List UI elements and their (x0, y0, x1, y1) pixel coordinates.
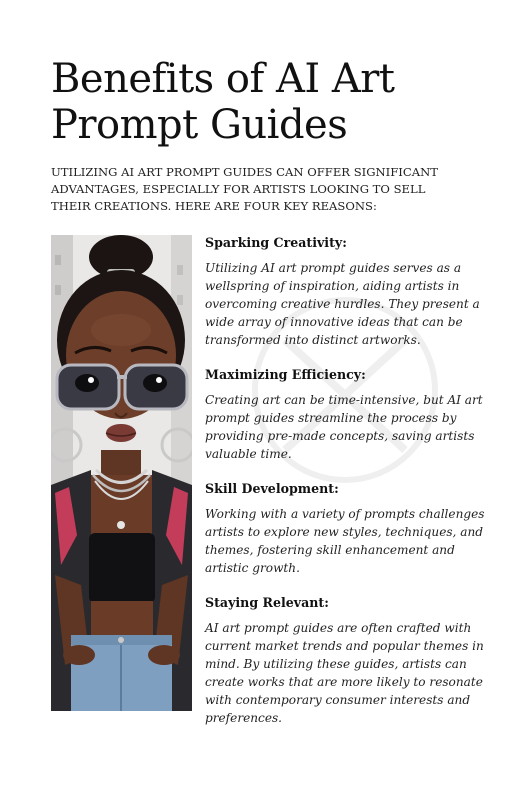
portrait-illustration-icon (51, 235, 192, 711)
benefit-heading: Sparking Creativity: (205, 235, 347, 250)
benefit-heading: Maximizing Efficiency: (205, 367, 366, 382)
benefit-heading: Skill Development: (205, 481, 339, 496)
benefits-list (205, 234, 485, 744)
benefit-body: AI art prompt guides are often crafted with current market trends and popular themes in mind. By utilizing these guides, artists can create works that are more likely to resonate with contemporary consumer interests and preferences. (205, 621, 484, 725)
intro-paragraph: UTILIZING AI ART PROMPT GUIDES CAN OFFER SIGNIFICANT ADVANTAGES, ESPECIALLY FOR ARTISTS LOOKING TO SELL THEIR CREATIONS. HERE ARE FOUR KEY REASONS: (51, 165, 438, 213)
benefit-section (205, 480, 485, 577)
benefit-section (205, 366, 485, 463)
benefit-body: Creating art can be time-intensive, but AI art prompt guides streamline the process by providing pre-made concepts, saving artists valuable time. (205, 393, 483, 461)
benefit-heading: Staying Relevant: (205, 595, 329, 610)
benefit-body: Utilizing AI art prompt guides serves as a wellspring of inspiration, aiding artists in overcoming creative hurdles. They present a wide array of innovative ideas that can be transformed into distinct artworks. (205, 261, 480, 347)
benefit-section (205, 234, 485, 349)
benefit-body: Working with a variety of prompts challenges artists to explore new styles, techniques, and themes, fostering skill enhancement and artistic growth. (205, 507, 485, 575)
portrait-illustration (51, 235, 192, 711)
page-title: Benefits of AI Art Prompt Guides (51, 56, 395, 148)
benefit-section (205, 594, 485, 727)
